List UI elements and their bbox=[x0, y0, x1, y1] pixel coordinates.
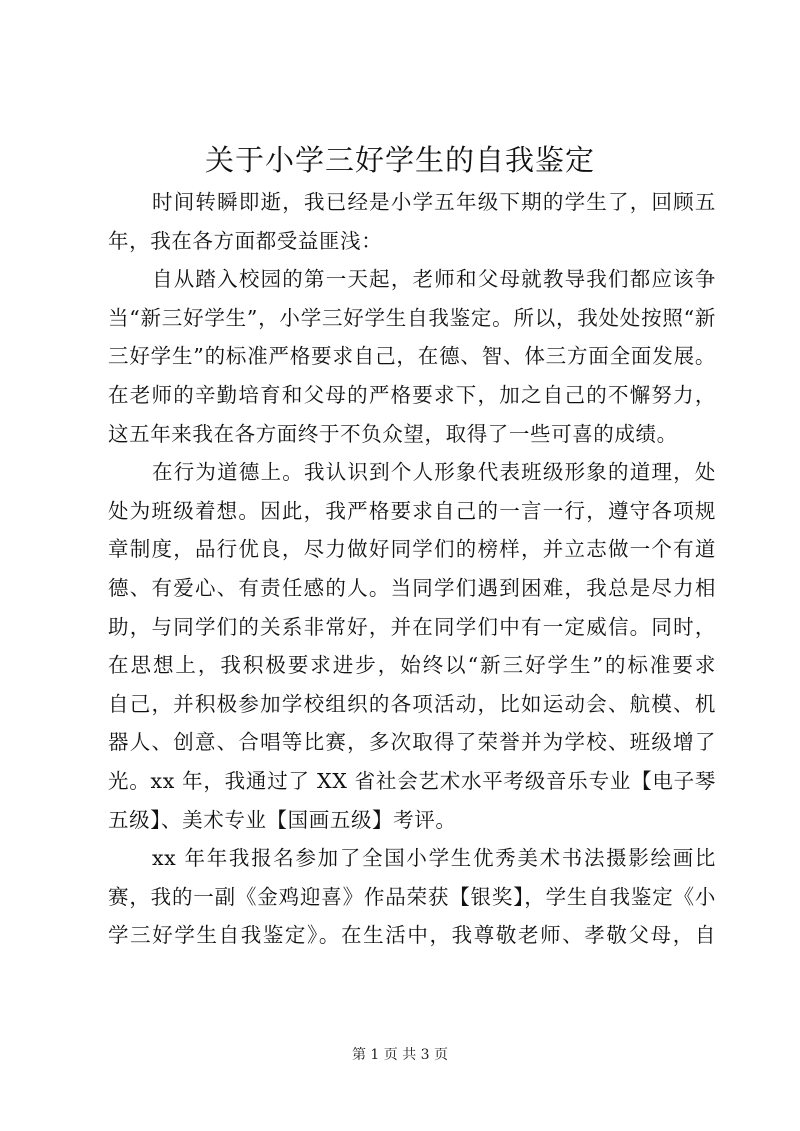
paragraph-2-line-2: 当“新三好学生”，小学三好学生自我鉴定。所以，我处处按照“新 bbox=[108, 305, 716, 330]
paragraph-3-line-4: 德、有爱心、有责任感的人。当同学们遇到困难，我总是尽力相 bbox=[108, 575, 716, 600]
paragraph-2-line-5: 这五年来我在各方面终于不负众望，取得了一些可喜的成绩。 bbox=[108, 421, 678, 446]
document-body bbox=[108, 183, 716, 955]
paragraph-4-line-2: 赛，我的一副《金鸡迎喜》作品荣获【银奖】，学生自我鉴定《小 bbox=[108, 884, 716, 909]
page-footer: 第 1 页 共 3 页 bbox=[351, 1047, 449, 1063]
paragraph-3-line-7: 自己，并积极参加学校组织的各项活动，比如运动会、航模、机 bbox=[108, 691, 716, 716]
paragraph-2-line-1: 自从踏入校园的第一天起，老师和父母就教导我们都应该争 bbox=[152, 267, 716, 292]
paragraph-2-line-4: 在老师的辛勤培育和父母的严格要求下，加之自己的不懈努力， bbox=[108, 382, 716, 407]
paragraph-2-line-3: 三好学生”的标准严格要求自己，在德、智、体三方面全面发展。 bbox=[108, 344, 716, 369]
paragraph-3-line-10: 五级】、美术专业【国画五级】考评。 bbox=[108, 807, 457, 832]
paragraph-1-line-2: 年，我在各方面都受益匪浅： bbox=[108, 228, 383, 253]
paragraph-3-line-3: 章制度，品行优良，尽力做好同学们的榜样，并立志做一个有道 bbox=[108, 537, 716, 562]
document-title: 关于小学三好学生的自我鉴定 bbox=[204, 143, 595, 177]
paragraph-4-line-1: xx 年年我报名参加了全国小学生优秀美术书法摄影绘画比 bbox=[152, 846, 716, 871]
paragraph-3-line-1: 在行为道德上。我认识到个人形象代表班级形象的道理，处 bbox=[152, 460, 716, 485]
paragraph-3-line-8: 器人、创意、合唱等比赛，多次取得了荣誉并为学校、班级增了 bbox=[108, 730, 716, 755]
paragraph-3-line-6: 在思想上，我积极要求进步，始终以“新三好学生”的标准要求 bbox=[108, 653, 716, 678]
paragraph-3-line-5: 助，与同学们的关系非常好，并在同学们中有一定威信。同时， bbox=[108, 614, 716, 639]
paragraph-3-line-2: 处为班级着想。因此，我严格要求自己的一言一行，遵守各项规 bbox=[108, 498, 716, 523]
paragraph-1-line-1: 时间转瞬即逝，我已经是小学五年级下期的学生了，回顾五 bbox=[152, 190, 716, 214]
paragraph-3-line-9: 光。xx 年，我通过了 XX 省社会艺术水平考级音乐专业【电子琴 bbox=[108, 768, 716, 793]
paragraph-4-line-3: 学三好学生自我鉴定》。在生活中，我尊敬老师、孝敬父母，自 bbox=[108, 923, 716, 948]
